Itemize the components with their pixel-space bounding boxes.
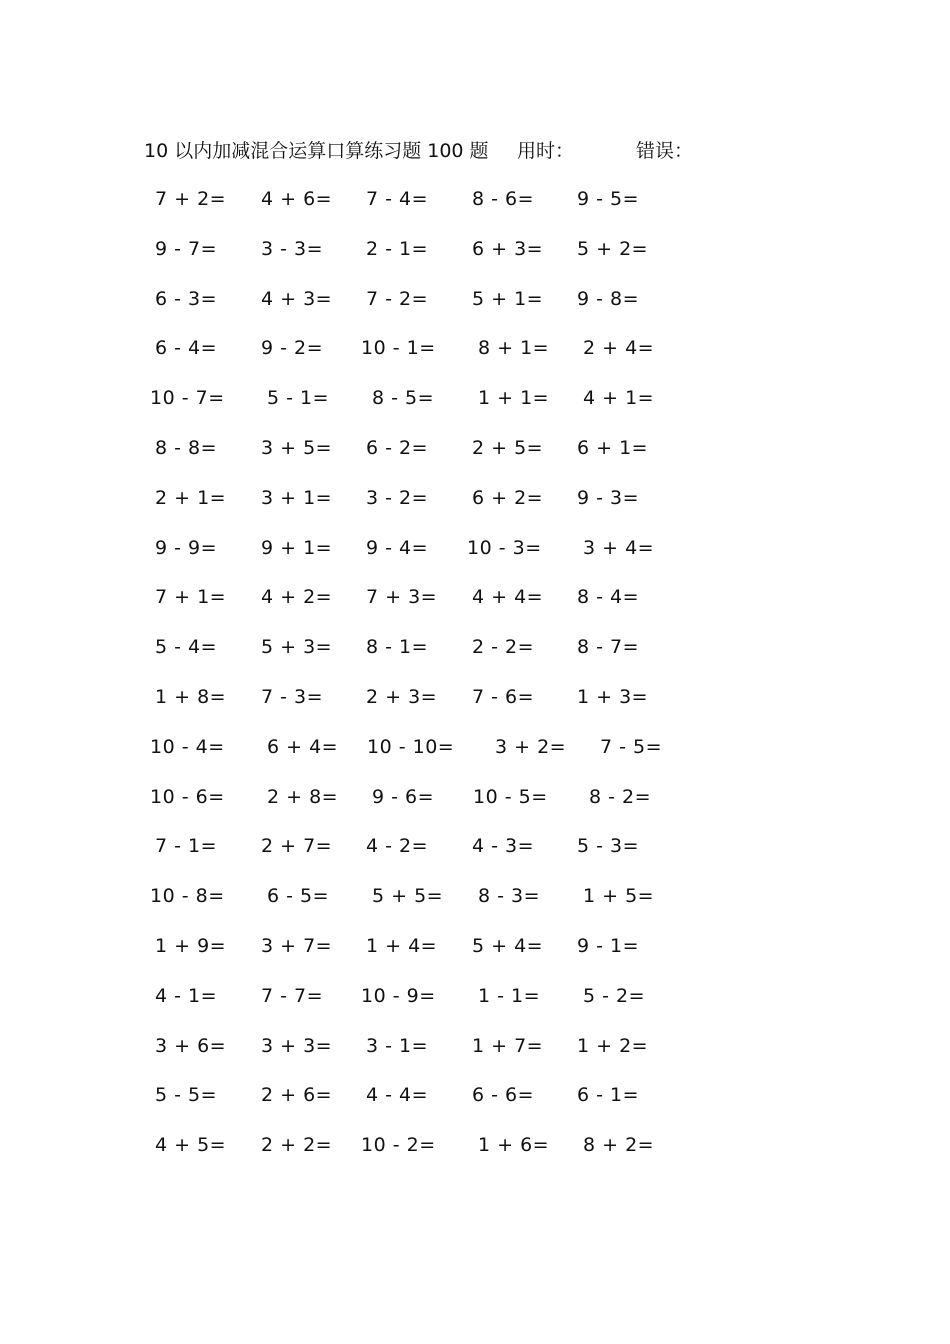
problem-cell: 1 + 6= (478, 1134, 550, 1157)
problem-cell: 10 - 3= (467, 536, 542, 559)
problem-cell: 3 - 2= (366, 486, 429, 509)
problem-row (0, 186, 950, 236)
problem-cell: 4 - 1= (155, 984, 218, 1007)
problem-cell: 8 + 2= (583, 1134, 655, 1157)
problem-row (0, 335, 950, 385)
problem-row (0, 236, 950, 286)
problem-cell: 3 + 7= (261, 934, 333, 957)
problem-cell: 8 - 1= (366, 636, 429, 659)
problem-cell: 4 + 5= (155, 1134, 227, 1157)
problem-cell: 6 - 2= (366, 436, 429, 459)
problem-cell: 7 - 4= (366, 188, 429, 210)
problem-cell: 2 + 2= (261, 1134, 333, 1157)
problem-cell: 1 + 4= (366, 934, 438, 957)
worksheet-title: 10 以内加减混合运算口算练习题 100 题 (144, 140, 489, 162)
problem-cell: 7 - 7= (261, 984, 324, 1007)
problem-row (0, 535, 950, 585)
problem-cell: 1 + 1= (478, 387, 550, 410)
problem-cell: 3 + 5= (261, 436, 333, 459)
problem-cell: 10 - 1= (361, 337, 436, 360)
problem-cell: 6 - 6= (472, 1084, 535, 1107)
problem-cell: 9 - 9= (155, 536, 218, 559)
problem-cell: 9 - 3= (577, 486, 640, 509)
problem-cell: 10 - 4= (150, 735, 225, 758)
problem-cell: 7 - 6= (472, 685, 535, 708)
problem-cell: 7 + 2= (155, 188, 227, 210)
problem-cell: 10 - 6= (150, 785, 225, 808)
problem-cell: 9 - 5= (577, 188, 640, 210)
problem-cell: 7 + 3= (366, 586, 438, 609)
errors-label: 错误： (636, 140, 694, 162)
problem-cell: 2 - 1= (366, 237, 429, 260)
problem-cell: 8 - 6= (472, 188, 535, 210)
problem-row (0, 983, 950, 1033)
problem-cell: 2 + 6= (261, 1084, 333, 1107)
problem-cell: 4 + 4= (472, 586, 544, 609)
problem-row (0, 933, 950, 983)
problem-cell: 6 - 3= (155, 287, 218, 310)
problem-cell: 9 - 6= (372, 785, 435, 808)
problem-cell: 8 - 8= (155, 436, 218, 459)
problem-row (0, 734, 950, 784)
problem-cell: 2 + 4= (583, 337, 655, 360)
problem-cell: 7 - 2= (366, 287, 429, 310)
problem-cell: 3 + 3= (261, 1034, 333, 1057)
problem-cell: 5 + 4= (472, 934, 544, 957)
problem-cell: 7 - 3= (261, 685, 324, 708)
problem-row (0, 833, 950, 883)
problem-cell: 8 - 5= (372, 387, 435, 410)
problem-cell: 8 + 1= (478, 337, 550, 360)
problem-cell: 4 + 1= (583, 387, 655, 410)
problem-cell: 7 + 1= (155, 586, 227, 609)
problem-row (0, 1082, 950, 1132)
problem-cell: 1 + 2= (577, 1034, 649, 1057)
problem-cell: 4 + 3= (261, 287, 333, 310)
problem-row (0, 1033, 950, 1083)
problem-cell: 2 - 2= (472, 636, 535, 659)
problem-cell: 6 + 4= (267, 735, 339, 758)
problem-cell: 2 + 8= (267, 785, 339, 808)
problem-cell: 10 - 5= (473, 785, 548, 808)
problem-cell: 10 - 10= (367, 735, 455, 758)
problem-cell: 1 + 9= (155, 934, 227, 957)
problem-row (0, 784, 950, 834)
problem-cell: 6 - 5= (267, 885, 330, 908)
problem-cell: 3 + 2= (495, 735, 567, 758)
problem-cell: 4 - 4= (366, 1084, 429, 1107)
problem-cell: 5 + 3= (261, 636, 333, 659)
problem-cell: 4 + 2= (261, 586, 333, 609)
problem-cell: 10 - 8= (150, 885, 225, 908)
problem-cell: 4 - 3= (472, 835, 535, 858)
problem-row (0, 584, 950, 634)
problem-cell: 3 - 3= (261, 237, 324, 260)
problem-cell: 6 - 4= (155, 337, 218, 360)
problem-cell: 3 - 1= (366, 1034, 429, 1057)
problem-cell: 5 + 1= (472, 287, 544, 310)
problem-cell: 1 + 7= (472, 1034, 544, 1057)
problem-cell: 5 - 1= (267, 387, 330, 410)
problem-cell: 9 - 1= (577, 934, 640, 957)
problem-cell: 4 + 6= (261, 188, 333, 210)
problem-cell: 5 - 2= (583, 984, 646, 1007)
problem-row (0, 684, 950, 734)
problem-cell: 10 - 2= (361, 1134, 436, 1157)
problem-cell: 7 - 5= (600, 735, 663, 758)
problem-cell: 3 + 6= (155, 1034, 227, 1057)
problem-cell: 6 + 3= (472, 237, 544, 260)
problem-cell: 3 + 1= (261, 486, 333, 509)
problem-grid (0, 186, 950, 1182)
problem-cell: 9 - 8= (577, 287, 640, 310)
problem-cell: 9 - 4= (366, 536, 429, 559)
problem-cell: 8 - 3= (478, 885, 541, 908)
problem-cell: 6 + 2= (472, 486, 544, 509)
problem-cell: 5 + 2= (577, 237, 649, 260)
problem-row (0, 435, 950, 485)
problem-cell: 4 - 2= (366, 835, 429, 858)
problem-row (0, 286, 950, 336)
problem-cell: 9 - 2= (261, 337, 324, 360)
problem-cell: 1 - 1= (478, 984, 541, 1007)
problem-cell: 5 + 5= (372, 885, 444, 908)
problem-cell: 10 - 7= (150, 387, 225, 410)
problem-cell: 5 - 5= (155, 1084, 218, 1107)
problem-row (0, 883, 950, 933)
problem-cell: 10 - 9= (361, 984, 436, 1007)
time-label: 用时： (517, 140, 575, 162)
problem-cell: 7 - 1= (155, 835, 218, 858)
problem-row (0, 1132, 950, 1182)
problem-cell: 8 - 2= (589, 785, 652, 808)
problem-cell: 2 + 3= (366, 685, 438, 708)
problem-cell: 6 - 1= (577, 1084, 640, 1107)
problem-row (0, 485, 950, 535)
problem-cell: 9 + 1= (261, 536, 333, 559)
problem-cell: 8 - 4= (577, 586, 640, 609)
problem-cell: 1 + 5= (583, 885, 655, 908)
problem-cell: 5 - 4= (155, 636, 218, 659)
problem-cell: 1 + 8= (155, 685, 227, 708)
problem-cell: 2 + 7= (261, 835, 333, 858)
problem-cell: 9 - 7= (155, 237, 218, 260)
problem-cell: 1 + 3= (577, 685, 649, 708)
problem-cell: 6 + 1= (577, 436, 649, 459)
problem-cell: 5 - 3= (577, 835, 640, 858)
problem-row (0, 385, 950, 435)
problem-cell: 2 + 1= (155, 486, 227, 509)
problem-cell: 3 + 4= (583, 536, 655, 559)
problem-row (0, 634, 950, 684)
problem-cell: 8 - 7= (577, 636, 640, 659)
problem-cell: 2 + 5= (472, 436, 544, 459)
